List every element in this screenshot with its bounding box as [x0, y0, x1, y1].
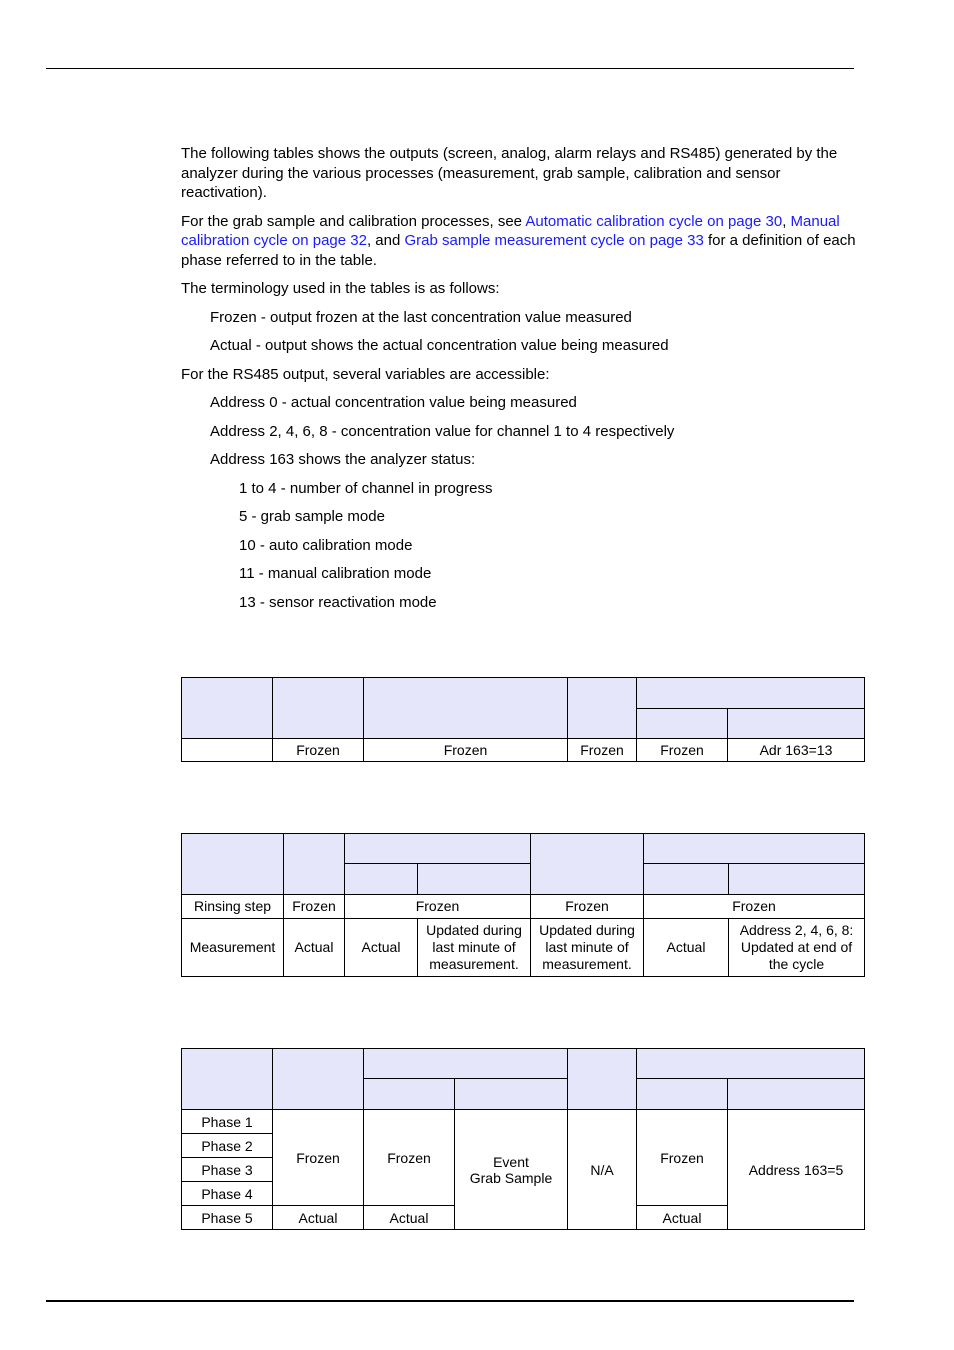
reference-separator: , and [366, 232, 405, 249]
table-cell: N/A [568, 1110, 637, 1230]
reactivation-table [181, 677, 865, 762]
rs485-address-163: Address 163 shows the analyzer status: [210, 451, 476, 468]
table-row [182, 895, 865, 919]
rs485-address-0: Address 0 - actual concentration value being measured [210, 394, 577, 411]
header-cell [364, 1079, 455, 1110]
rs485-paragraph: For the RS485 output, several variables are accessible: [181, 365, 550, 383]
header-cell [364, 678, 568, 739]
table-cell: Frozen [637, 1110, 728, 1206]
reference-separator: , [782, 212, 791, 230]
rs485-address-2-8: Address 2, 4, 6, 8 - concentration value for channel 1 to 4 respectively [210, 422, 675, 440]
table-cell: Address 2, 4, 6, 8: Updated at end of the cycle [729, 919, 865, 977]
header-cell [182, 678, 273, 739]
table-cell: Address 163=5 [728, 1110, 865, 1230]
table-cell: Rinsing step [182, 895, 284, 919]
header-cell [728, 1079, 865, 1110]
table-row [182, 919, 865, 977]
header-cell [568, 678, 637, 739]
header-cell [273, 678, 364, 739]
header-cell [728, 709, 865, 739]
table-cell: Measurement [182, 919, 284, 977]
header-cell [531, 834, 644, 895]
header-cell [345, 834, 531, 864]
table-cell: Frozen [568, 739, 637, 762]
reference-text: for a definition of each phase referred to in the table. [181, 232, 856, 269]
table-cell [455, 1110, 568, 1230]
phase-label: Phase 1 [182, 1110, 273, 1134]
table-cell: Actual [644, 919, 729, 977]
header-cell [345, 864, 418, 895]
header-cell [644, 834, 865, 864]
table-cell: Frozen [364, 1110, 455, 1206]
grab-sample-table [181, 1048, 865, 1230]
header-cell [418, 864, 531, 895]
event-label: Event [493, 1153, 529, 1170]
table-cell: Frozen [637, 739, 728, 762]
header-cell [637, 678, 865, 709]
header-cell [637, 1079, 728, 1110]
grab-sample-link[interactable]: Grab sample measurement cycle on page 33 [404, 232, 704, 249]
table-cell: Frozen [364, 739, 568, 762]
table-cell: Frozen [644, 895, 865, 919]
header-cell [637, 1049, 865, 1079]
header-cell [637, 709, 728, 739]
table-cell: Frozen [273, 1110, 364, 1206]
phase-label: Phase 2 [182, 1134, 273, 1158]
status-item: 11 - manual calibration mode [239, 565, 432, 582]
term-frozen: Frozen - output frozen at the last concentration value measured [210, 308, 632, 326]
table-cell: Frozen [531, 895, 644, 919]
header-cell [182, 1049, 273, 1110]
status-item: 5 - grab sample mode [239, 508, 385, 525]
event-label: Grab Sample [469, 1169, 553, 1186]
term-actual: Actual - output shows the actual concentration value being measured [210, 337, 669, 354]
table-cell: Frozen [345, 895, 531, 919]
table-cell: Frozen [273, 739, 364, 762]
table-row [182, 739, 865, 762]
intro-paragraph: The following tables shows the outputs (screen, analog, alarm relays and RS485) generated by the analyzer during the various processes (measurement, grab sample, calibration and sensor reactivation). [181, 145, 838, 201]
table-cell [182, 739, 273, 762]
body-text [181, 144, 861, 621]
header-cell [284, 834, 345, 895]
table-cell: Actual [364, 1206, 455, 1230]
table-cell: Updated during last minute of measurement. [418, 919, 531, 977]
header-rule [46, 68, 854, 69]
table-row [182, 1110, 865, 1134]
header-cell [568, 1049, 637, 1110]
table-cell: Frozen [284, 895, 345, 919]
table-cell: Actual [284, 919, 345, 977]
footer-rule [46, 1300, 854, 1302]
status-item: 1 to 4 - number of channel in progress [239, 479, 493, 497]
manual-calibration-link[interactable]: Manual calibration cycle on page 32 [181, 212, 840, 249]
table-cell: Updated during last minute of measurement. [531, 919, 644, 977]
reference-paragraph [181, 212, 861, 271]
phase-label: Phase 3 [182, 1158, 273, 1182]
auto-calibration-link[interactable]: Automatic calibration cycle on page 30 [525, 212, 783, 230]
status-item: 13 - sensor reactivation mode [239, 593, 437, 611]
header-cell [364, 1049, 568, 1079]
table-cell: Actual [637, 1206, 728, 1230]
table-cell: Adr 163=13 [728, 739, 865, 762]
status-item: 10 - auto calibration mode [239, 536, 413, 554]
reference-text: For the grab sample and calibration processes, see [181, 212, 526, 230]
table-cell: Actual [273, 1206, 364, 1230]
measurement-table [181, 833, 865, 977]
header-cell [729, 864, 865, 895]
phase-label: Phase 5 [182, 1206, 273, 1230]
terminology-paragraph: The terminology used in the tables is as follows: [181, 280, 500, 297]
phase-label: Phase 4 [182, 1182, 273, 1206]
header-cell [455, 1079, 568, 1110]
header-cell [644, 864, 729, 895]
header-cell [273, 1049, 364, 1110]
header-cell [182, 834, 284, 895]
table-cell: Actual [345, 919, 418, 977]
